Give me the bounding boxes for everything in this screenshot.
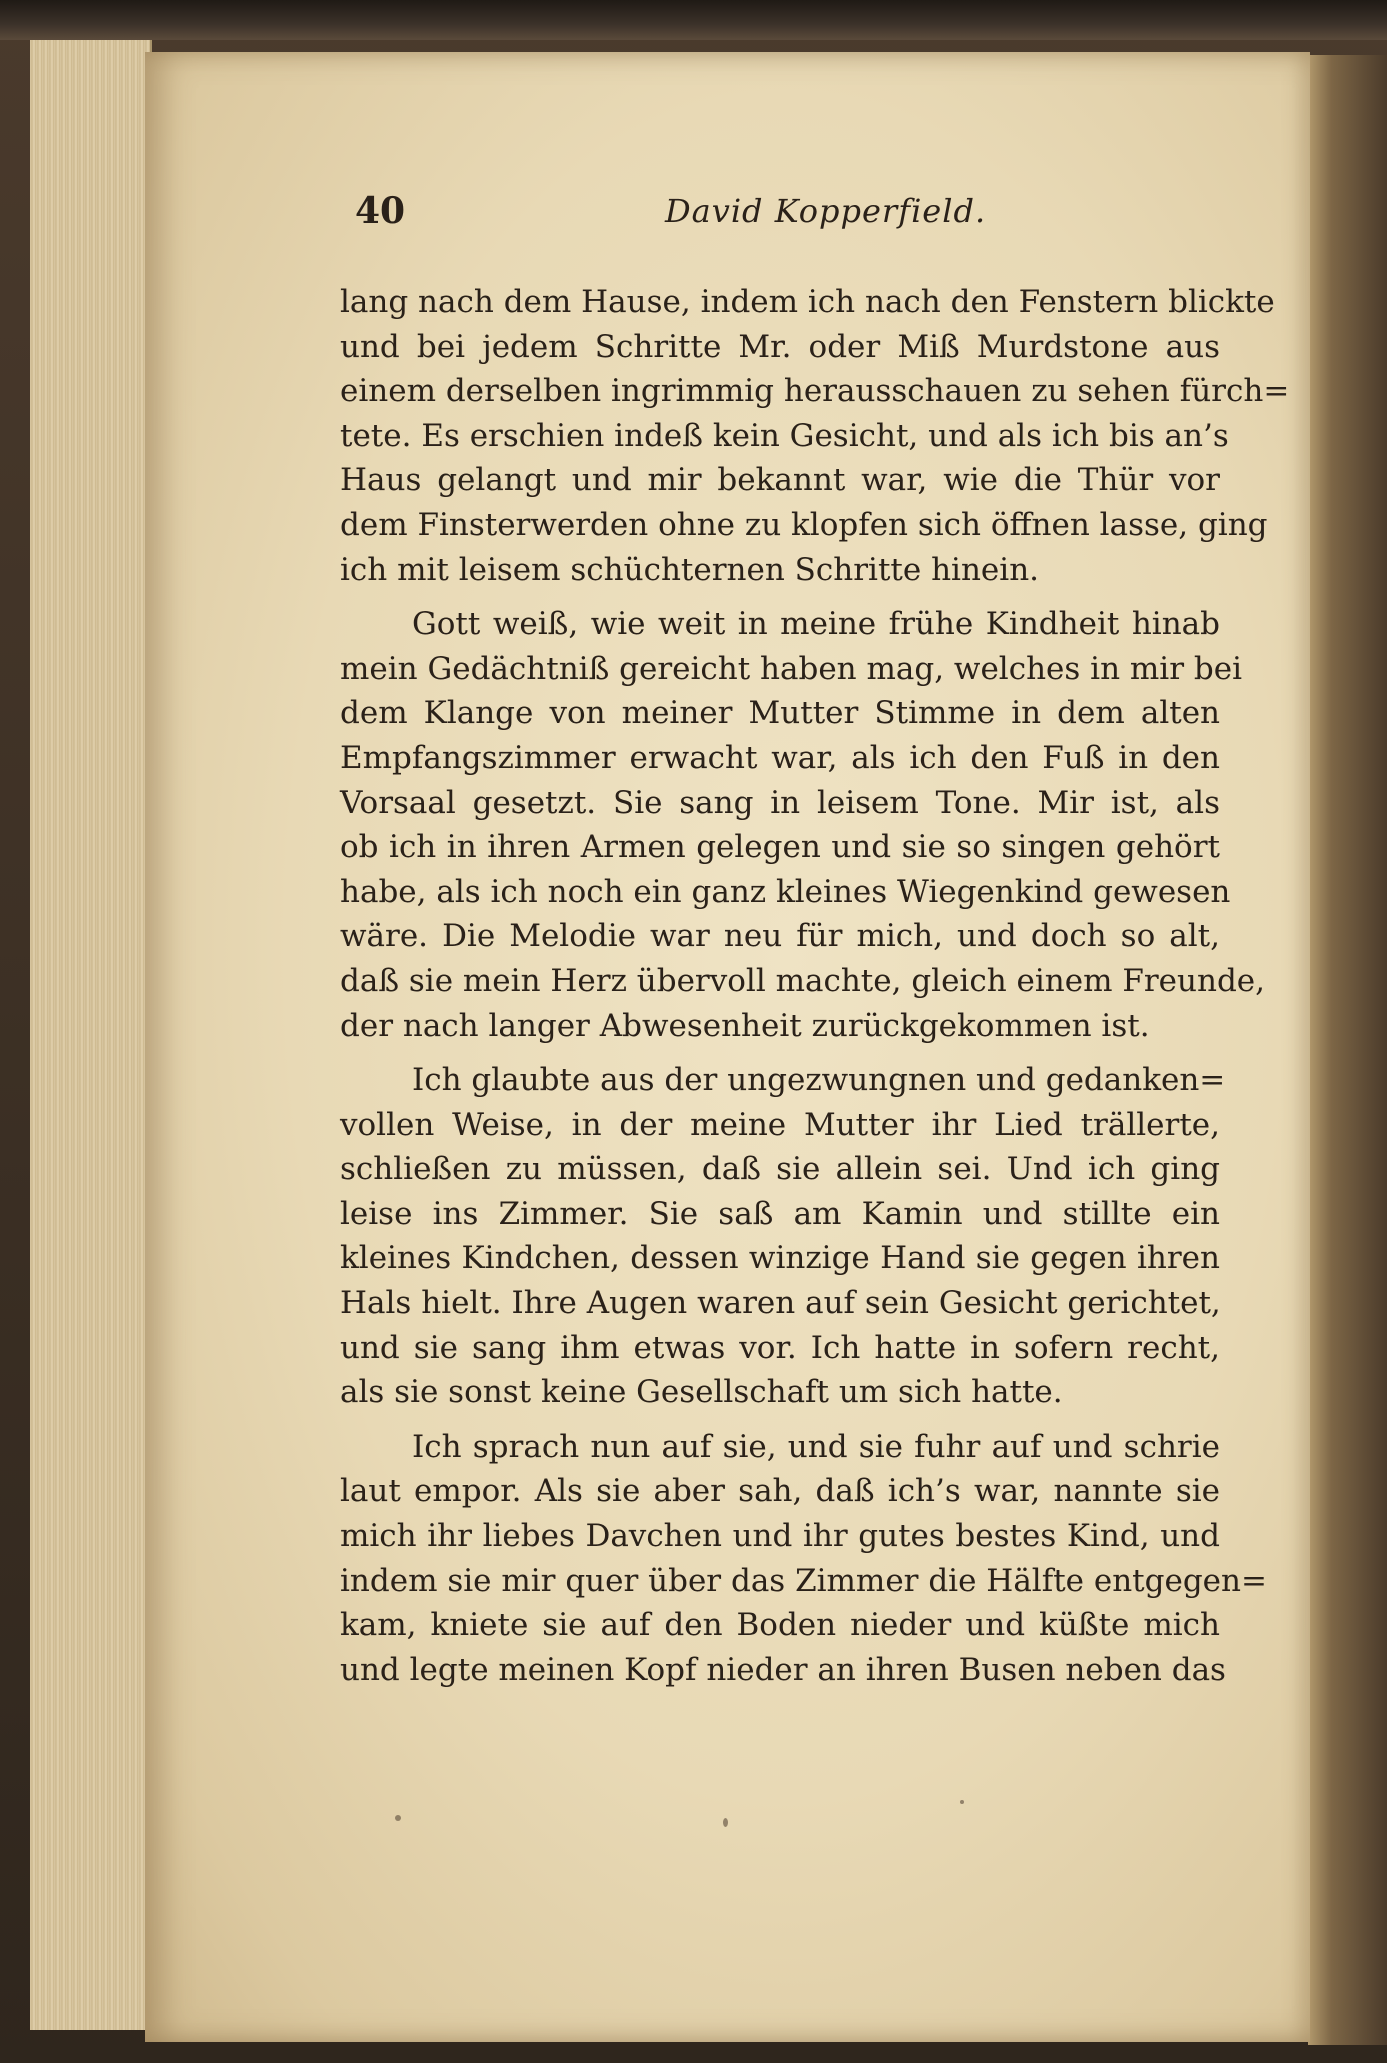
paper-speck [723,1818,728,1827]
text-line: Vorsaal gesetzt. Sie sang in leisem Tone. Mir ist, als [340,784,1220,821]
text-line: mich ihr liebes Davchen und ihr gutes bestes Kind, und [340,1518,1220,1555]
text-line: Hals hielt. Ihre Augen waren auf sein Gesicht gerichtet, [340,1285,1221,1322]
text-line: Haus gelangt und mir bekannt war, wie die Thür vor [340,462,1220,499]
text-line: und sie sang ihm etwas vor. Ich hatte in sofern recht, [340,1329,1220,1366]
text-line: lang nach dem Hause, indem ich nach den Fenstern blickte [340,284,1275,320]
paragraph-4 [340,1425,1267,1693]
text-line: Gott weiß, wie weit in meine frühe Kindheit hinab [412,606,1220,643]
paper-speck [960,1800,964,1804]
body-text [340,280,1290,1702]
text-line: vollen Weise, in der meine Mutter ihr Lied trällerte, [340,1106,1220,1143]
text-line: ich mit leisem schüchternen Schritte hinein. [340,551,1040,588]
book-cover-top [0,0,1387,40]
text-line: dem Finsterwerden ohne zu klopfen sich öffnen lasse, ging [340,506,1268,543]
text-line: habe, als ich noch ein ganz kleines Wiegenkind gewesen [340,873,1231,910]
text-line: laut empor. Als sie aber sah, daß ich’s war, nannte sie [340,1473,1220,1510]
book-gutter-right [1308,55,1387,2045]
text-line: schließen zu müssen, daß sie allein sei. Und ich ging [340,1151,1220,1188]
text-line: indem sie mir quer über das Zimmer die Hälfte entgegen= [340,1562,1267,1599]
text-line: daß sie mein Herz übervoll machte, gleich einem Freunde, [340,962,1265,999]
text-line: mein Gedächtniß gereicht haben mag, welches in mir bei [340,650,1242,687]
text-line: tete. Es erschien indeß kein Gesicht, und als ich bis an’s [340,417,1229,454]
text-line: der nach langer Abwesenheit zurückgekommen ist. [340,1007,1150,1044]
page-number: 40 [355,190,406,232]
text-line: Ich glaubte aus der ungezwungnen und gedanken= [412,1062,1226,1099]
page-header [355,190,1115,240]
text-line: kam, kniete sie auf den Boden nieder und küßte mich [340,1607,1220,1644]
text-line: einem derselben ingrimmig herausschauen zu sehen fürch= [340,373,1290,410]
paragraph-1 [340,280,1290,592]
text-line: wäre. Die Melodie war neu für mich, und doch so alt, [340,918,1220,955]
paragraph-2 [340,602,1265,1048]
text-line: und legte meinen Kopf nieder an ihren Busen neben das [340,1651,1226,1688]
text-line: dem Klange von meiner Mutter Stimme in dem alten [340,695,1220,732]
text-line: Empfangszimmer erwacht war, als ich den Fuß in den [340,739,1220,776]
text-line: als sie sonst keine Gesellschaft um sich hatte. [340,1374,1063,1411]
page-edges-stack [30,40,152,2030]
text-line: ob ich in ihren Armen gelegen und sie so singen gehört [340,829,1220,866]
text-line: Ich sprach nun auf sie, und sie fuhr auf und schrie [412,1428,1220,1465]
text-line: und bei jedem Schritte Mr. oder Miß Murdstone aus [340,328,1220,365]
running-title: David Kopperfield. [665,192,987,230]
paragraph-3 [340,1058,1226,1415]
paper-speck [395,1815,401,1821]
text-line: leise ins Zimmer. Sie saß am Kamin und stillte ein [340,1195,1220,1232]
text-line: kleines Kindchen, dessen winzige Hand sie gegen ihren [340,1240,1220,1277]
